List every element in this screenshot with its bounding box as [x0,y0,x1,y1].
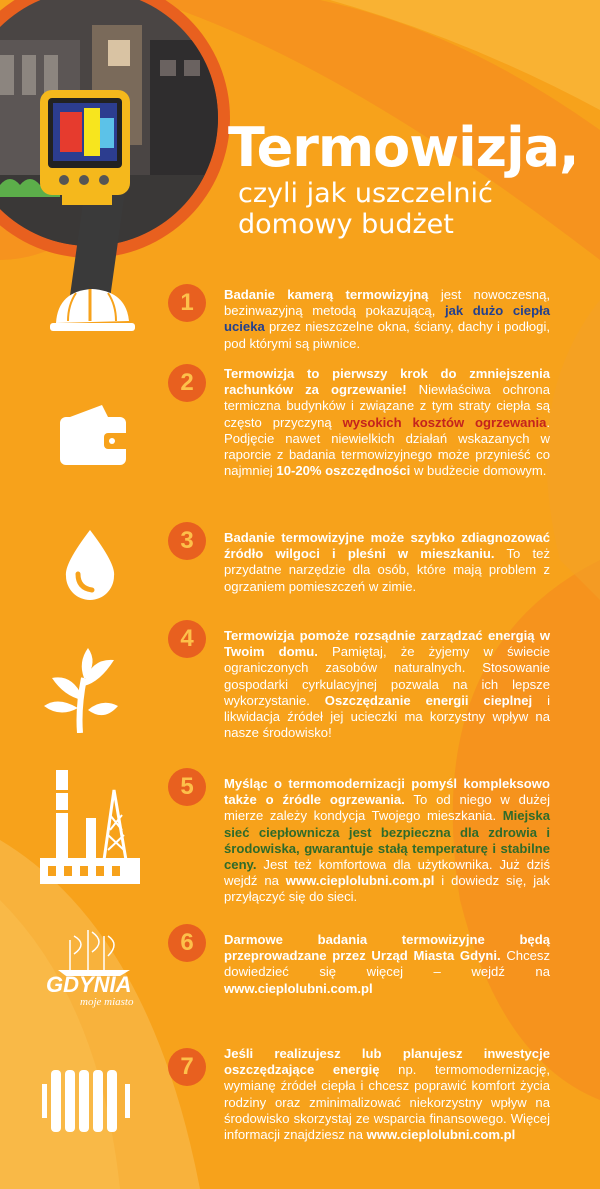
item-number-1: 1 [168,284,206,322]
text-run: Termowizja to pierwszy krok do zmniejszenia rachunków za ogrzewanie! [224,366,550,398]
text-run: Darmowe badania termowizyjne będą przeprowadzane przez Urząd Miasta Gdyni. [224,932,550,964]
text-run: jest nowoczesną, bezinwazyjną metodą pokazującą, [224,287,550,319]
item-text-4 [224,628,550,741]
ship-icon [40,926,150,976]
text-run: Chcesz dowiedzieć się więcej – wejdź na [224,948,550,980]
text-run: Niewłaściwa ochrona termiczna budynków i związane z tym straty ciepła są często przyczyną [224,382,550,430]
text-run: np. termomodernizację, wymianę źródeł ciepła i chcesz poprawić komfort życia rodziny oraz zminimalizować niekorzystny wpływ na środowisko skorzystaj ze wsparcia finansowego. Więcej informacji znajdziesz na [224,1062,550,1143]
text-run: Miejska sieć ciepłownicza jest bezpieczna dla zdrowia i środowiska, gwarantuje stałą temperaturę i stabilne ceny. [224,808,550,873]
item-number-7: 7 [168,1048,206,1086]
text-run: wysokich kosztów ogrzewania [342,414,547,430]
item-text-2 [224,366,550,479]
title-line-3: domowy budżet [238,209,454,240]
plant-icon [44,648,119,733]
text-run: Pamiętaj, że żyjemy w świecie ograniczonych zasobów naturalnych. Stosowanie gospodarki cyrkulacyjnej pozwala na ich lepsze wykorzystanie. [224,644,550,708]
text-run: 10-20% oszczędności [276,463,411,479]
text-run: Badanie kamerą termowizyjną [224,287,429,302]
water-drop-icon [64,530,116,600]
text-run: i dowiedz się, jak przyłączyć się do sieci. [224,873,550,905]
title-line-2: czyli jak uszczelnić [238,178,493,209]
item-number-2: 2 [168,364,206,402]
wallet-icon [60,403,130,465]
text-run: Jeśli realizujesz lub planujesz inwestycje oszczędzające energię [224,1046,550,1078]
text-run: Badanie termowizyjne może szybko zdiagnozować źródło wilgoci i pleśni w mieszkaniu. [224,530,550,562]
text-run: jak dużo ciepła ucieka [224,303,551,335]
gdynia-logo-name: GDYNIA [46,972,132,997]
item-text-6 [224,932,550,997]
item-number-3: 3 [168,522,206,560]
helmet-icon [50,285,135,333]
text-run: Myśląc o termomodernizacji pomyśl kompleksowo także o źródle ogrzewania. [224,776,550,808]
power-plant-icon [40,770,140,885]
text-run: Oszczędzanie energii cieplnej [324,692,533,708]
text-run: Termowizja pomoże rozsądnie zarządzać energią w Twoim domu. [224,628,550,660]
title-line-1: Termowizja, [228,116,579,179]
item-number-4: 4 [168,620,206,658]
item-text-5 [224,776,550,906]
text-run: www.cieplolubni.com.pl [366,1127,516,1143]
gdynia-logo [40,926,150,1012]
gdynia-logo-tagline: moje miasto [80,996,134,1008]
text-run: przez nieszczelne okna, ściany, dachy i podłogi, pod którymi są piwnice. [224,319,550,351]
text-run: www.cieplolubni.com.pl [285,873,435,889]
text-run: w budżecie domowym. [410,463,547,479]
text-run: To też przydatne narzędzie dla osób, które mają problem z ogrzaniem pomieszczeń w zimie. [224,546,550,594]
text-run: i likwidacja źródeł jej ucieczki ma korzystny wpływ na nasze środowisko! [224,692,550,741]
text-run: To od niego w dużej mierze zależy kondycja Twojego mieszkania. [224,792,550,824]
item-number-6: 6 [168,924,206,962]
text-run: Jest też komfortowa dla użytkownika. Już dziś wejdź na [224,857,550,889]
text-run: www.cieplolubni.com.pl [224,980,373,996]
radiator-icon [42,1070,130,1132]
text-run: . Podjęcie nawet niewielkich działań wskazanych w raporcie z badania termowizyjnego może przynieść co najmniej [224,414,551,479]
item-text-3 [224,530,550,595]
item-text-1 [224,287,550,352]
item-text-7 [224,1046,550,1143]
hero-title [228,118,588,240]
item-number-5: 5 [168,768,206,806]
